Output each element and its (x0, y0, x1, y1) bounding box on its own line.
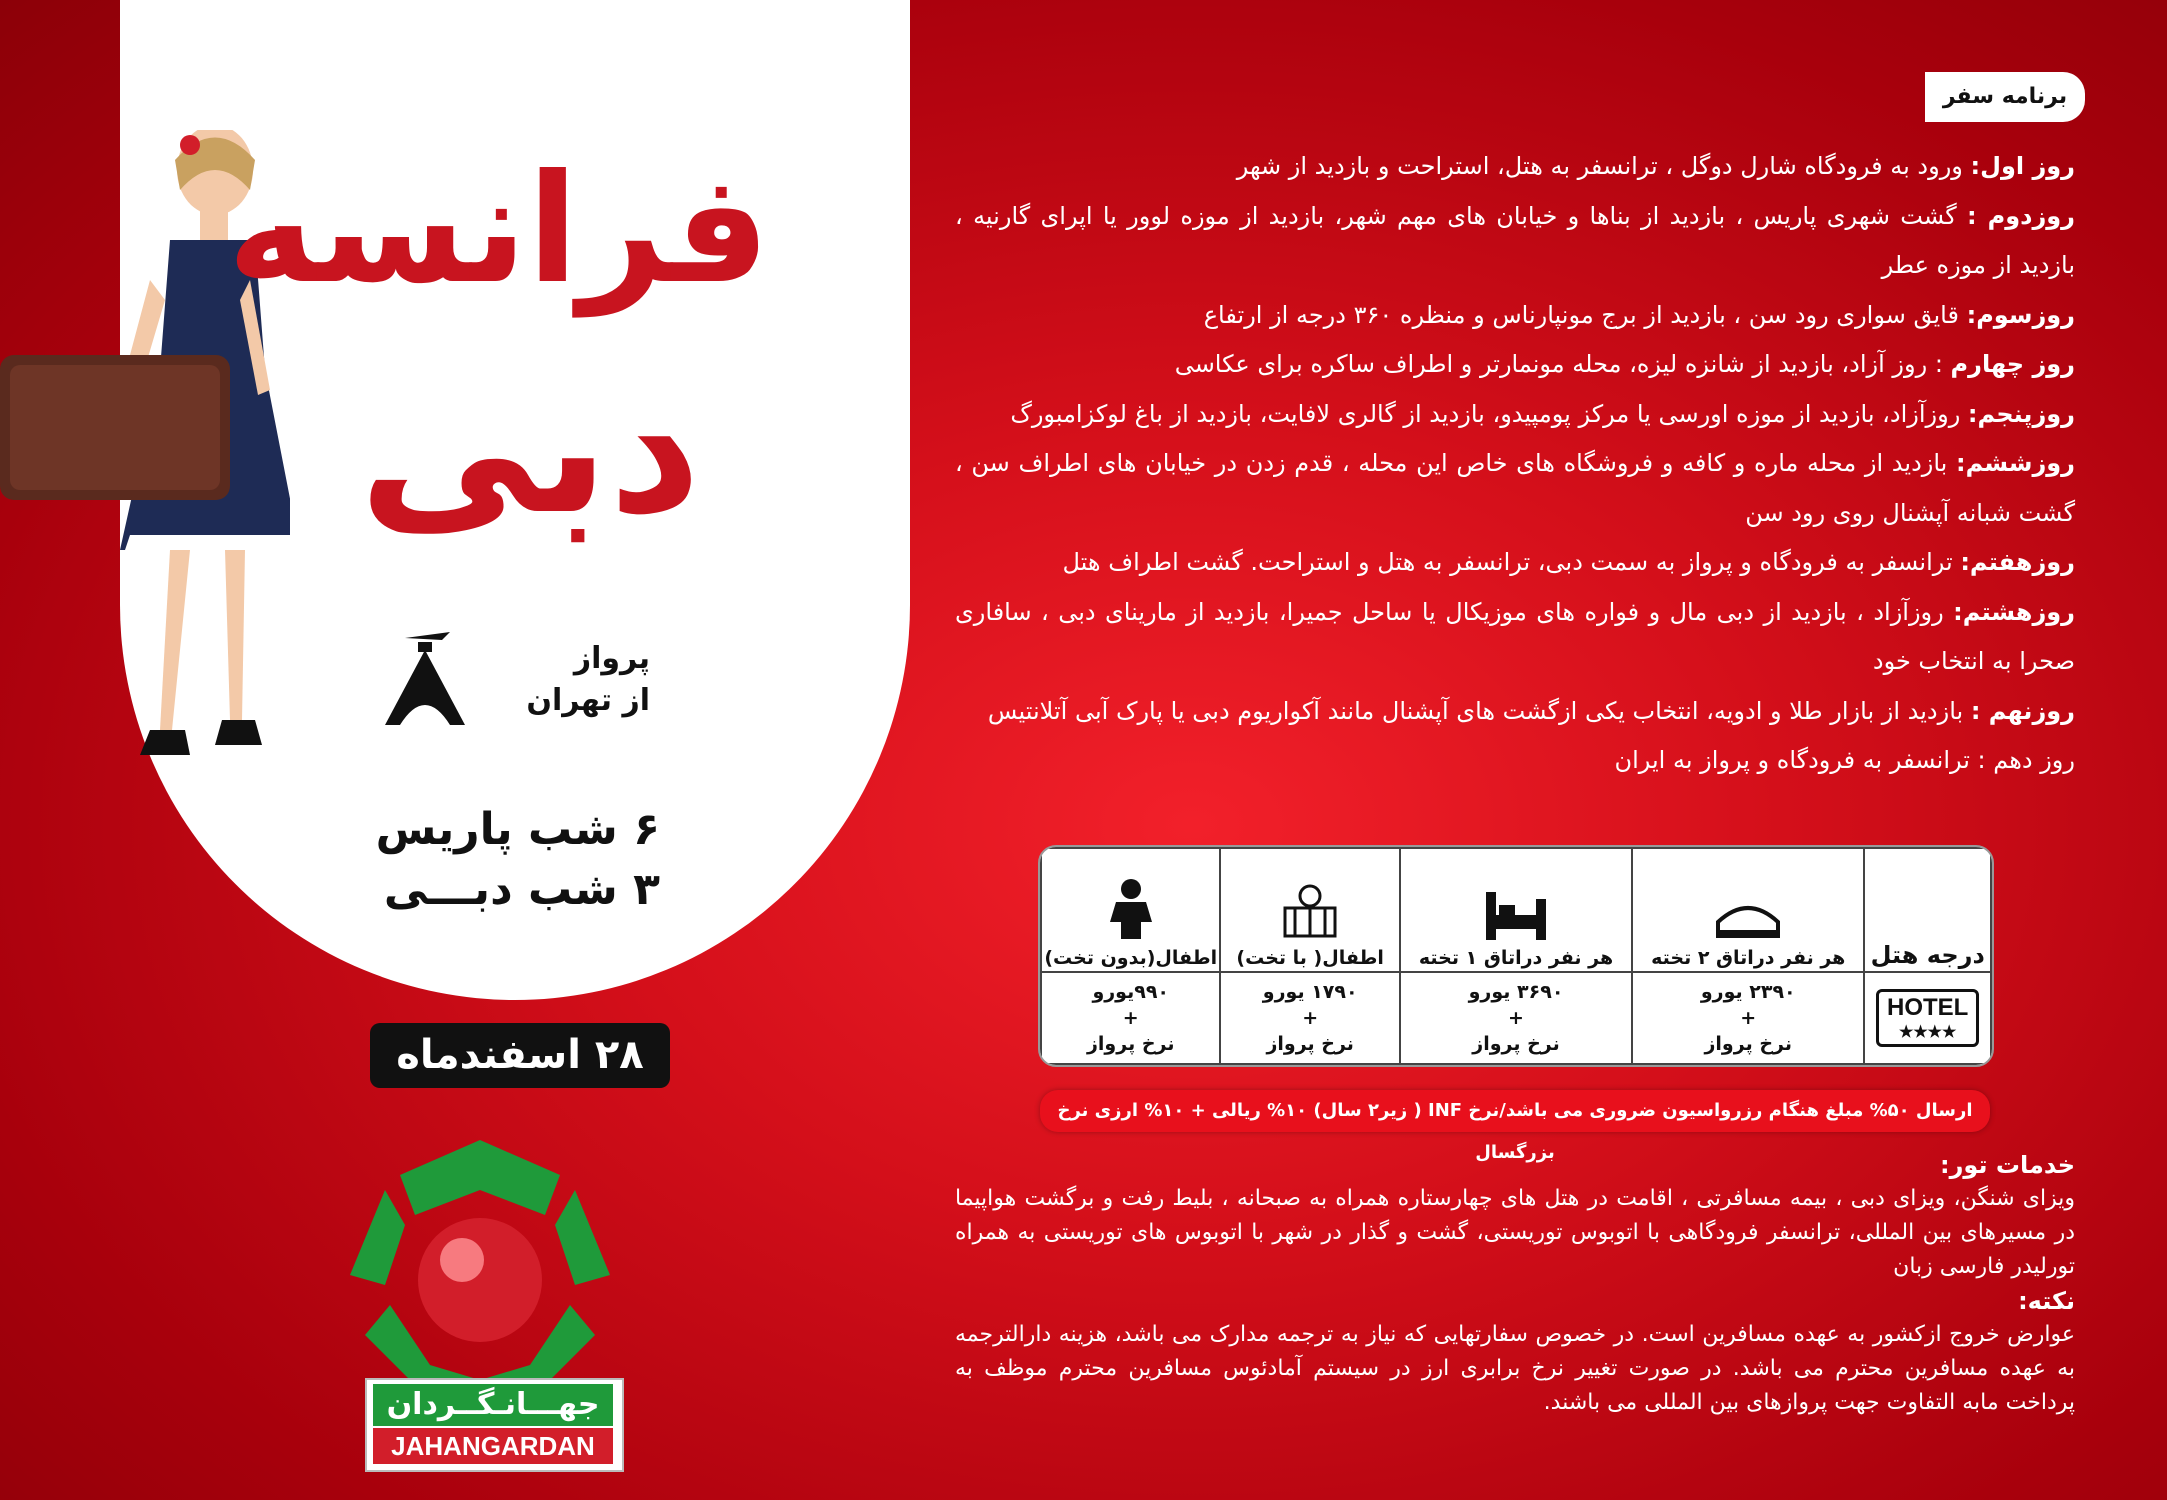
child-icon (1106, 877, 1156, 942)
single-bed-icon (1481, 887, 1551, 942)
flight-rate: نرخ پرواز (1472, 1033, 1560, 1055)
header-label: هر نفر دراتاق ۱ تخته (1418, 947, 1614, 969)
header-label: درجه هتل (1870, 941, 1985, 969)
price-value: ۳۶۹۰ یورو (1468, 981, 1564, 1003)
flight-rate: نرخ پرواز (1266, 1033, 1354, 1055)
deposit-notice: ارسال ۵۰% مبلغ هنگام رزرواسیون ضروری می باشد/نرخ INF ( زیر۲ سال) ۱۰% ریالی + ۱۰% ارزی نرخ بزرگسال (1040, 1090, 1990, 1132)
title-dubai: دبی (358, 345, 702, 554)
day-text: بازدید از بازار طلا و ادویه، انتخاب یکی ازگشت های آپشنال مانند آکواریوم دبی یا پارک آبی آتلانتیس (987, 696, 1971, 725)
day-9 (988, 697, 2075, 725)
services-heading: خدمات تور: (1940, 1151, 2075, 1179)
hotel-label: HOTEL (1887, 994, 1969, 1021)
price-child-with-bed (1220, 972, 1399, 1064)
day-text: بازدید از محله ماره و کافه و فروشگاه های خاص این محله ، قدم زدن در خیابان های اطراف سن ، گشت شبانه آپشنال روی رود سن (955, 449, 2075, 527)
plus-sign: + (1122, 1007, 1139, 1029)
header-hotel-grade (1864, 848, 1991, 972)
flight-rate: نرخ پرواز (1704, 1033, 1792, 1055)
day-7 (1062, 548, 2075, 576)
hotel-stars: ★★★★ (1898, 1024, 1957, 1041)
itinerary-tag: برنامه سفر (1925, 72, 2085, 122)
header-single-room (1400, 848, 1632, 972)
day-5 (1010, 400, 2075, 428)
day-label: روزنهم : (1970, 696, 2075, 725)
plus-sign: + (1740, 1007, 1757, 1029)
header-label: اطفال( با تخت) (1236, 947, 1384, 969)
flight-rate: نرخ پرواز (1086, 1033, 1175, 1055)
itinerary-text (955, 142, 2075, 786)
logo-text-fa: جهـــانـگــردان (373, 1384, 613, 1426)
nights-paris: ۶ شب پاریس (375, 804, 660, 855)
day-1 (1237, 152, 2075, 180)
day-label: روزسوم: (1966, 300, 2075, 329)
day-text: روزآزاد، بازدید از موزه اورسی یا مرکز پومپیدو، بازدید از گالری لافایت، بازدید از باغ لوکزامبورگ (1010, 399, 1968, 428)
day-4 (1175, 350, 2075, 378)
services-text: ویزای شنگن، ویزای دبی ، بیمه مسافرتی ، اقامت در هتل های چهارستاره همراه به صبحانه ، بلیط رفت و برگشت هواپیما در مسیرهای بین المللی، ترانسفر فرودگاهی با اتوبوس توریستی، گشت و گذار در شهر با اتوبوس های توریستی به همراه تورلیدر فارسی زبان (955, 1186, 2075, 1279)
price-value: ۲۳۹۰ یورو (1700, 981, 1796, 1003)
plus-sign: + (1302, 1007, 1319, 1029)
day-6 (955, 449, 2075, 527)
header-child-with-bed (1220, 848, 1399, 972)
flight-line2: از تهران (526, 683, 650, 718)
day-text: روزآزاد ، بازدید از دبی مال و فواره های موزیکال یا ساحل جمیرا، بازدید از مارینای دبی ، سافاری صحرا به انتخاب خود (955, 597, 2075, 675)
header-child-without-bed (1041, 848, 1220, 972)
day-label: روزهفتم: (1960, 548, 2075, 576)
day-text: قایق سواری رود سن ، بازدید از برج مونپارناس و منظره ۳۶۰ درجه از ارتفاع (1203, 300, 1967, 329)
day-label: روزهشتم: (1953, 597, 2075, 626)
day-label: روزپنجم: (1967, 399, 2075, 428)
flight-line1: پرواز (573, 641, 650, 676)
day-text: گشت شهری پاریس ، بازدید از بناها و خیابان های مهم شهر، بازدید از موزه لوور یا اپرای گارنیه ، بازدید از موزه عطر (955, 201, 2075, 279)
price-table (1038, 845, 1994, 1067)
plus-sign: + (1508, 1007, 1524, 1029)
day-text: ترانسفر به فرودگاه و پرواز به سمت دبی، ترانسفر به هتل و استراحت. گشت اطراف هتل (1062, 548, 1961, 576)
nights-summary (360, 800, 660, 920)
departure-date-badge: ۲۸ اسفندماه (370, 1023, 670, 1088)
header-label: اطفال(بدون تخت) (1044, 947, 1218, 969)
day-label: روزششم: (1956, 449, 2075, 477)
price-value: ۹۹۰یورو (1092, 981, 1170, 1003)
flight-from-tehran (520, 638, 650, 722)
header-label: هر نفر دراتاق ۲ تخته (1651, 947, 1846, 969)
day-text: روز دهم : ترانسفر به فرودگاه و پرواز به ایران (1614, 746, 2075, 774)
logo-text-en: JAHANGARDAN (373, 1428, 613, 1464)
day-label: روزدوم : (1966, 201, 2076, 230)
day-2 (955, 202, 2075, 280)
day-10 (1614, 746, 2075, 774)
day-label: روز چهارم (1950, 350, 2075, 378)
double-bed-icon (1713, 892, 1783, 942)
hotel-grade-cell (1864, 972, 1991, 1064)
price-child-without-bed (1041, 972, 1220, 1064)
header-double-room (1632, 848, 1864, 972)
note-text: عوارض خروج ازکشور به عهده مسافرین است. در خصوص سفارتهایی که نیاز به ترجمه مدارک می باشد، هزینه دارالترجمه به عهده مسافرین محترم می باشد. در صورت تغییر نرخ برابری ارز در سیستم آمادئوس مسافرین محترم موظف به پرداخت مابه التفاوت جهت پروازهای بین المللی می باشند. (955, 1322, 2075, 1415)
price-single (1400, 972, 1632, 1064)
note-heading: نکته: (2018, 1287, 2075, 1315)
day-3 (1204, 301, 2075, 329)
nights-dubai: ۳ شب دبـــی (383, 864, 660, 915)
day-8 (955, 598, 2075, 676)
price-double (1632, 972, 1864, 1064)
baby-crib-icon (1280, 882, 1340, 942)
day-text: ورود به فرودگاه شارل دوگل ، ترانسفر به هتل، استراحت و بازدید از شهر (1236, 152, 1971, 180)
day-label: روز اول: (1970, 152, 2075, 180)
day-text: : روز آزاد، بازدید از شانزه لیزه، محله مونمارتر و اطراف ساکره برای عکاسی (1174, 350, 1951, 378)
price-value: ۱۷۹۰ یورو (1262, 981, 1358, 1003)
title-france: فرانسه (227, 143, 770, 317)
services-section (955, 1148, 2075, 1420)
